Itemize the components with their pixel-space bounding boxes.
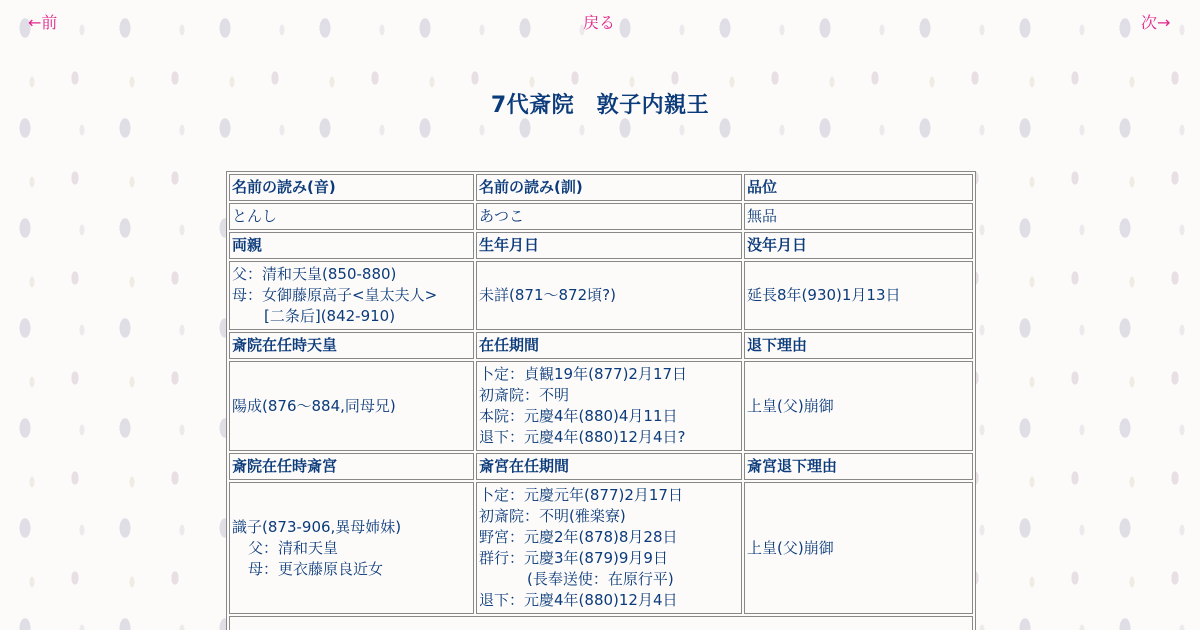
table-row [229, 332, 973, 359]
saigu-tenure-line: 野宮：元慶2年(878)8月28日 [479, 528, 678, 546]
header-cell: 斎宮在任期間 [476, 453, 742, 480]
next-link[interactable]: 次→ [1141, 13, 1171, 32]
notes-cell [229, 616, 973, 630]
header-cell: 両親 [229, 232, 474, 259]
table-row [229, 203, 973, 230]
emperor-cell: 陽成(876～884,同母兄) [229, 361, 474, 451]
tenure-line: 本院：元慶4年(880)4月11日 [479, 407, 678, 425]
table-row [229, 174, 973, 201]
page-title: 7代斎院 敦子内親王 [490, 93, 710, 118]
saigu-father: 父：清和天皇 [248, 538, 339, 557]
saigu-retire-reason-cell: 上皇(父)崩御 [744, 482, 973, 614]
princess-info-table [226, 171, 976, 630]
header-cell: 品位 [744, 174, 973, 201]
saigu-tenure-line: (長奉送使：在原行平) [527, 570, 674, 588]
saigu-tenure-line: 初斎院：不明(雅楽寮) [479, 507, 626, 525]
rank-cell: 無品 [744, 203, 973, 230]
table-row [229, 453, 973, 480]
reading-kun-cell: あつこ [476, 203, 742, 230]
mother-text-cont: [二条后](842-910) [264, 307, 396, 325]
birth-cell: 未詳(871～872頃?) [476, 261, 742, 330]
header-cell: 生年月日 [476, 232, 742, 259]
father-text: 父：清和天皇(850-880) [232, 265, 397, 283]
saigu-name: 識子(873-906,異母姉妹) [232, 517, 402, 536]
saigu-tenure-line: 卜定：元慶元年(877)2月17日 [479, 486, 683, 504]
saigu-tenure-line: 退下：元慶4年(880)12月4日 [479, 591, 678, 609]
table-row [229, 261, 973, 330]
tenure-cell [476, 361, 742, 451]
prev-link[interactable]: ←前 [28, 13, 58, 32]
tenure-line: 卜定：貞観19年(877)2月17日 [479, 365, 688, 383]
header-cell: 斎宮退下理由 [744, 453, 973, 480]
header-cell: 名前の読み(訓) [476, 174, 742, 201]
header-cell: 退下理由 [744, 332, 973, 359]
saigu-mother: 母：更衣藤原良近女 [248, 559, 384, 578]
death-cell: 延長8年(930)1月13日 [744, 261, 973, 330]
mother-text: 母：女御藤原高子<皇太夫人> [232, 286, 438, 304]
header-cell: 名前の読み(音) [229, 174, 474, 201]
tenure-line: 初斎院：不明 [479, 386, 570, 404]
header-cell: 斎院在任時天皇 [229, 332, 474, 359]
saigu-cell [229, 482, 474, 614]
tenure-line: 退下：元慶4年(880)12月4日? [479, 428, 686, 446]
retire-reason-cell: 上皇(父)崩御 [744, 361, 973, 451]
saigu-tenure-line: 群行：元慶3年(879)9月9日 [479, 549, 668, 567]
reading-on-cell: とんし [229, 203, 474, 230]
table-row [229, 616, 973, 630]
table-row [229, 361, 973, 451]
header-cell: 斎院在任時斎宮 [229, 453, 474, 480]
header-cell: 在任期間 [476, 332, 742, 359]
table-row [229, 232, 973, 259]
saigu-tenure-cell [476, 482, 742, 614]
parents-cell [229, 261, 474, 330]
table-row [229, 482, 973, 614]
header-cell: 没年月日 [744, 232, 973, 259]
back-link[interactable]: 戻る [583, 13, 616, 32]
